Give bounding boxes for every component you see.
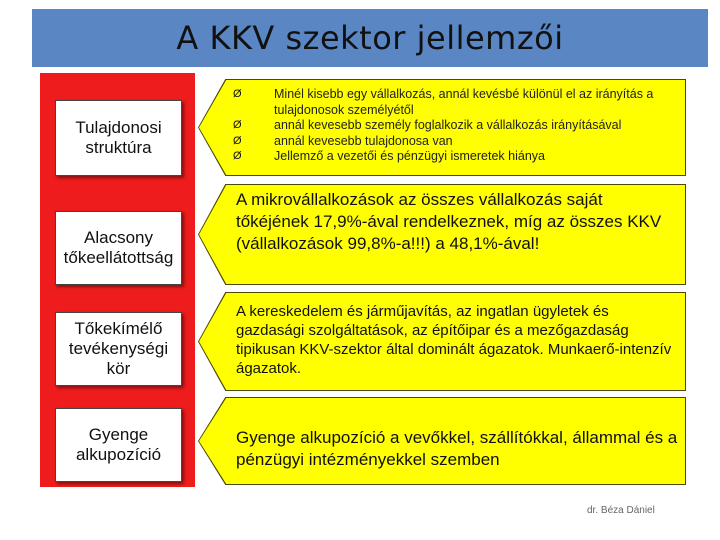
list-item: Ø Jellemző a vezetői és pénzügyi ismeretek hiánya [233, 149, 545, 163]
bargaining-position-text: Gyenge alkupozíció a vevőkkel, szállítókkal, állammal és a pénzügyi intézményekkel szemben [236, 428, 678, 469]
arrow-bullet-icon: Ø [233, 150, 242, 162]
page-title: A KKV szektor jellemzői [176, 19, 564, 57]
list-item: Ø Minél kisebb egy vállalkozás, annál kevésbé különül el az irányítás a tulajdonosok személyétől [233, 87, 654, 117]
sectors-text: A kereskedelem és járműjavítás, az ingatlan ügyletek és gazdasági szolgáltatások, az építőipar és a mezőgazdaság tipikusan KKV-szektor által dominált ágazatok. Munkaerő-intenzív ágazatok. [236, 303, 672, 377]
arrow-bullet-icon: Ø [233, 88, 242, 100]
arrow-bullet-icon: Ø [233, 134, 242, 147]
list-item: Ø annál kevesebb tulajdonosa van [233, 133, 453, 148]
arrow-bullet-icon: Ø [233, 119, 242, 131]
label-low-capitalization: Alacsony tőkeellátottság [55, 211, 182, 285]
ownership-bullet-list [233, 87, 678, 165]
footer-author: dr. Béza Dániel [587, 505, 655, 516]
capital-statistics-text: A mikrovállalkozások az összes vállalkozás saját tőkéjének 17,9%-ával rendelkeznek, míg az összes KKV (vállalkozások 99,8%-a!!!) a 48,1%-ával! [236, 190, 662, 253]
label-ownership-structure: Tulajdonosi struktúra [55, 100, 182, 176]
label-capital-saving-activity: Tőkekímélő tevékenységi kör [55, 312, 182, 386]
list-item: Ø annál kevesebb személy foglalkozik a vállalkozás irányításával [233, 118, 622, 132]
label-weak-bargaining-position: Gyenge alkupozíció [55, 408, 182, 482]
title-bar [32, 9, 708, 67]
